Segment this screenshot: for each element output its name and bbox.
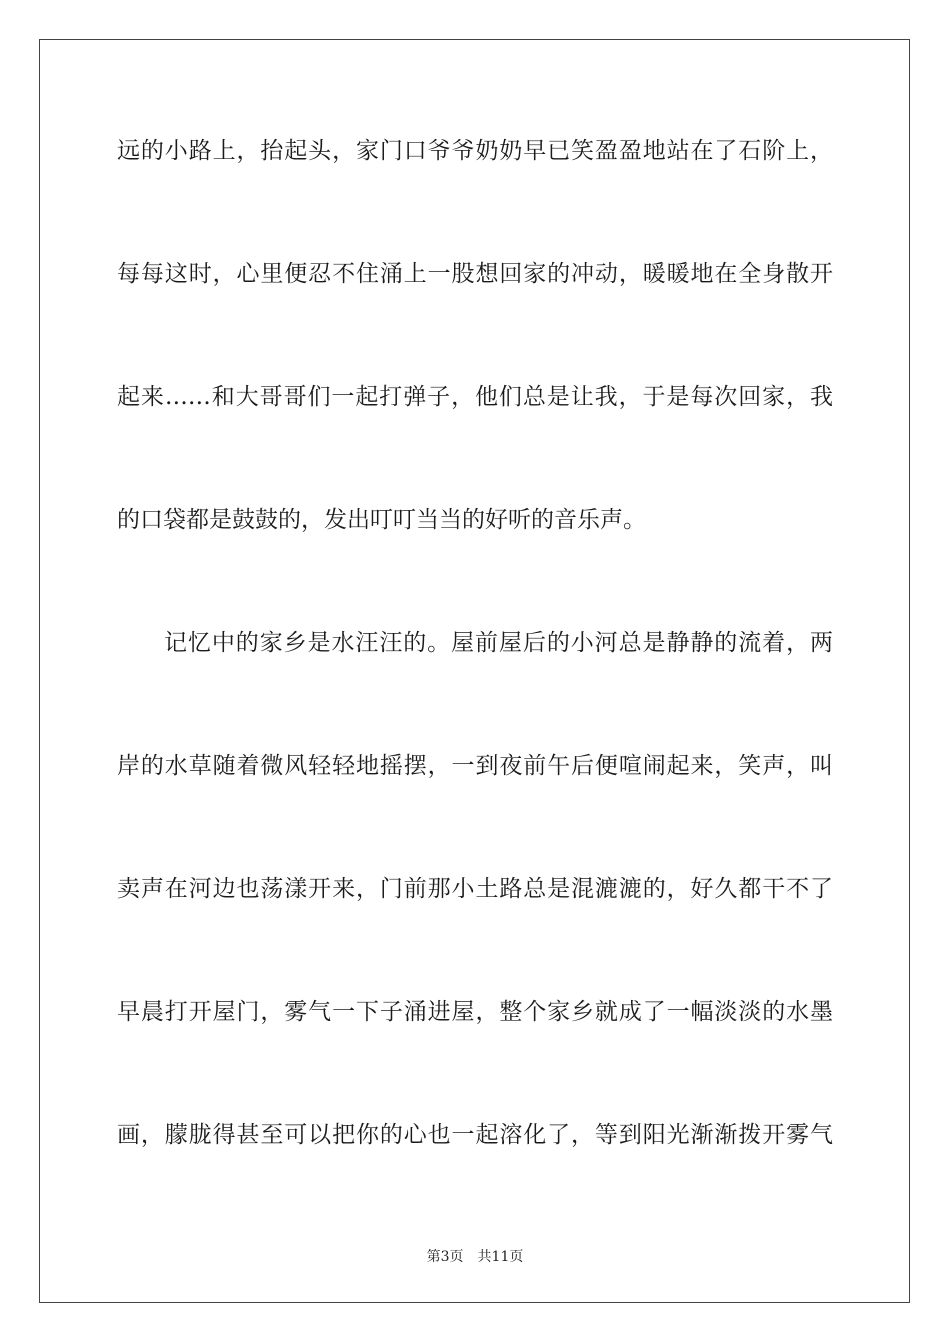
text-line: 远的小路上，抬起头，家门口爷爷奶奶早已笑盈盈地站在了石阶上， xyxy=(117,138,833,164)
text-line: 每每这时，心里便忍不住涌上一股想回家的冲动，暖暖地在全身散开 xyxy=(117,261,833,287)
text-line: 岸的水草随着微风轻轻地摇摆，一到夜前午后便喧闹起来，笑声，叫 xyxy=(117,753,833,779)
text-line: 画，朦胧得甚至可以把你的心也一起溶化了，等到阳光渐渐拨开雾气 xyxy=(117,1122,833,1148)
text-line: 的口袋都是鼓鼓的，发出叮叮当当的好听的音乐声。 xyxy=(117,507,646,533)
page-number: 第3页 xyxy=(426,1249,464,1265)
page-footer xyxy=(0,1248,950,1266)
total-pages: 共11页 xyxy=(477,1249,524,1265)
text-line: 记忆中的家乡是水汪汪的。屋前屋后的小河总是静静的流着，两 xyxy=(164,630,833,656)
page-border xyxy=(39,39,910,1303)
text-line: 卖声在河边也荡漾开来，门前那小土路总是混漉漉的，好久都干不了 xyxy=(117,876,833,902)
text-line: 起来……和大哥哥们一起打弹子，他们总是让我，于是每次回家，我 xyxy=(117,384,833,410)
text-line: 早晨打开屋门，雾气一下子涌进屋，整个家乡就成了一幅淡淡的水墨 xyxy=(117,999,833,1025)
